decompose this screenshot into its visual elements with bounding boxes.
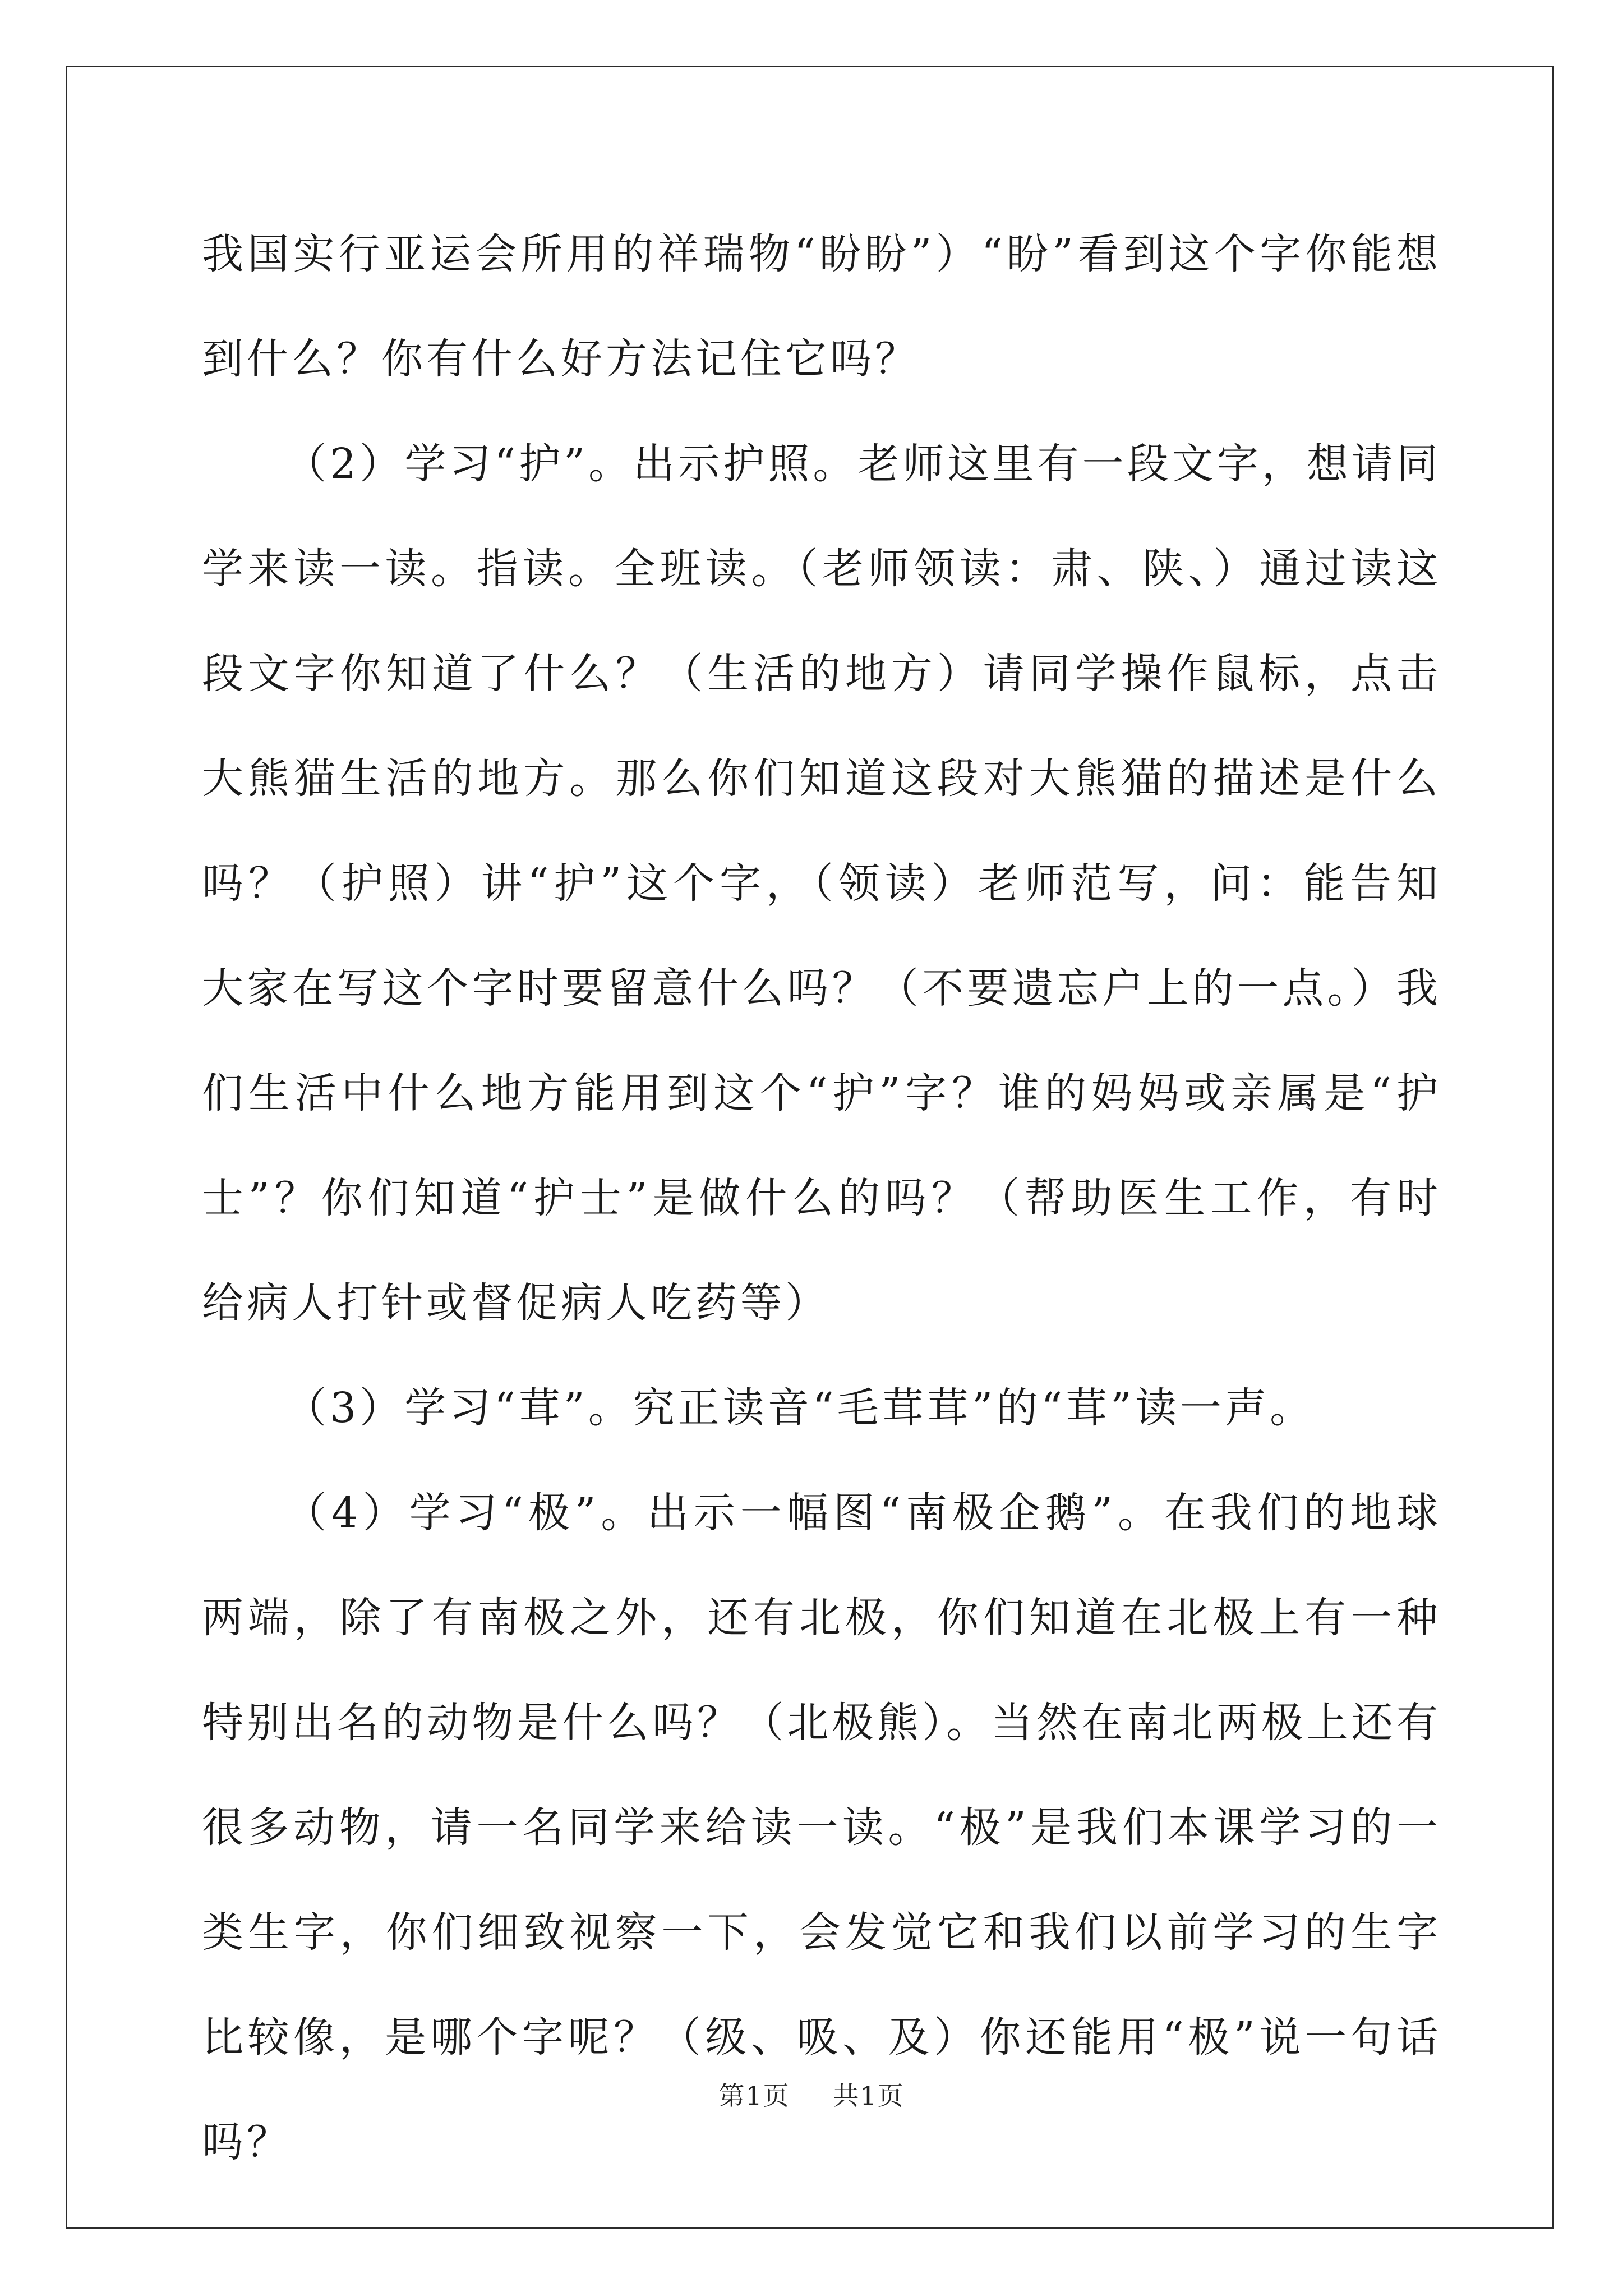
paragraph-1: 我国实行亚运会所用的祥瑞物“盼盼”）“盼”看到这个字你能想到什么？你有什么好方法记住它吗？ [202, 230, 1441, 383]
paragraph-4: （4）学习“极”。出示一幅图“南极企鹅”。在我们的地球两端，除了有南极之外，还有北极，你们知道在北极上有一种特别出名的动物是什么吗？（北极熊）。当然在南北两极上还有很多动物，请一名同学来给读一读。“极”是我们本课学习的一类生字，你们细致视察一下，会发觉它和我们以前学习的生字比较像，是哪个字呢？（级、吸、及）你还能用“极”说一句话吗？ [202, 1489, 1441, 2166]
paragraph-2: （2）学习“护”。出示护照。老师这里有一段文字，想请同学来读一读。指读。全班读。（老师领读：肃、陕、）通过读这段文字你知道了什么？（生活的地方）请同学操作鼠标，点击大熊猫生活的地方。那么你们知道这段对大熊猫的描述是什么吗？（护照）讲“护”这个字，（领读）老师范写，问：能告知大家在写这个字时要留意什么吗？（不要遗忘户上的一点。）我们生活中什么地方能用到这个“护”字？谁的妈妈或亲属是“护士”？你们知道“护士”是做什么的吗？（帮助医生工作，有时给病人打针或督促病人吃药等） [202, 440, 1441, 1327]
page-footer [0, 2076, 1623, 2113]
page-total: 共1页 [833, 2081, 905, 2111]
document-body [202, 202, 1441, 2195]
paragraph-3: （3）学习“茸”。究正读音“毛茸茸”的“茸”读一声。 [285, 1384, 1315, 1432]
page-number: 第1页 [718, 2081, 790, 2111]
